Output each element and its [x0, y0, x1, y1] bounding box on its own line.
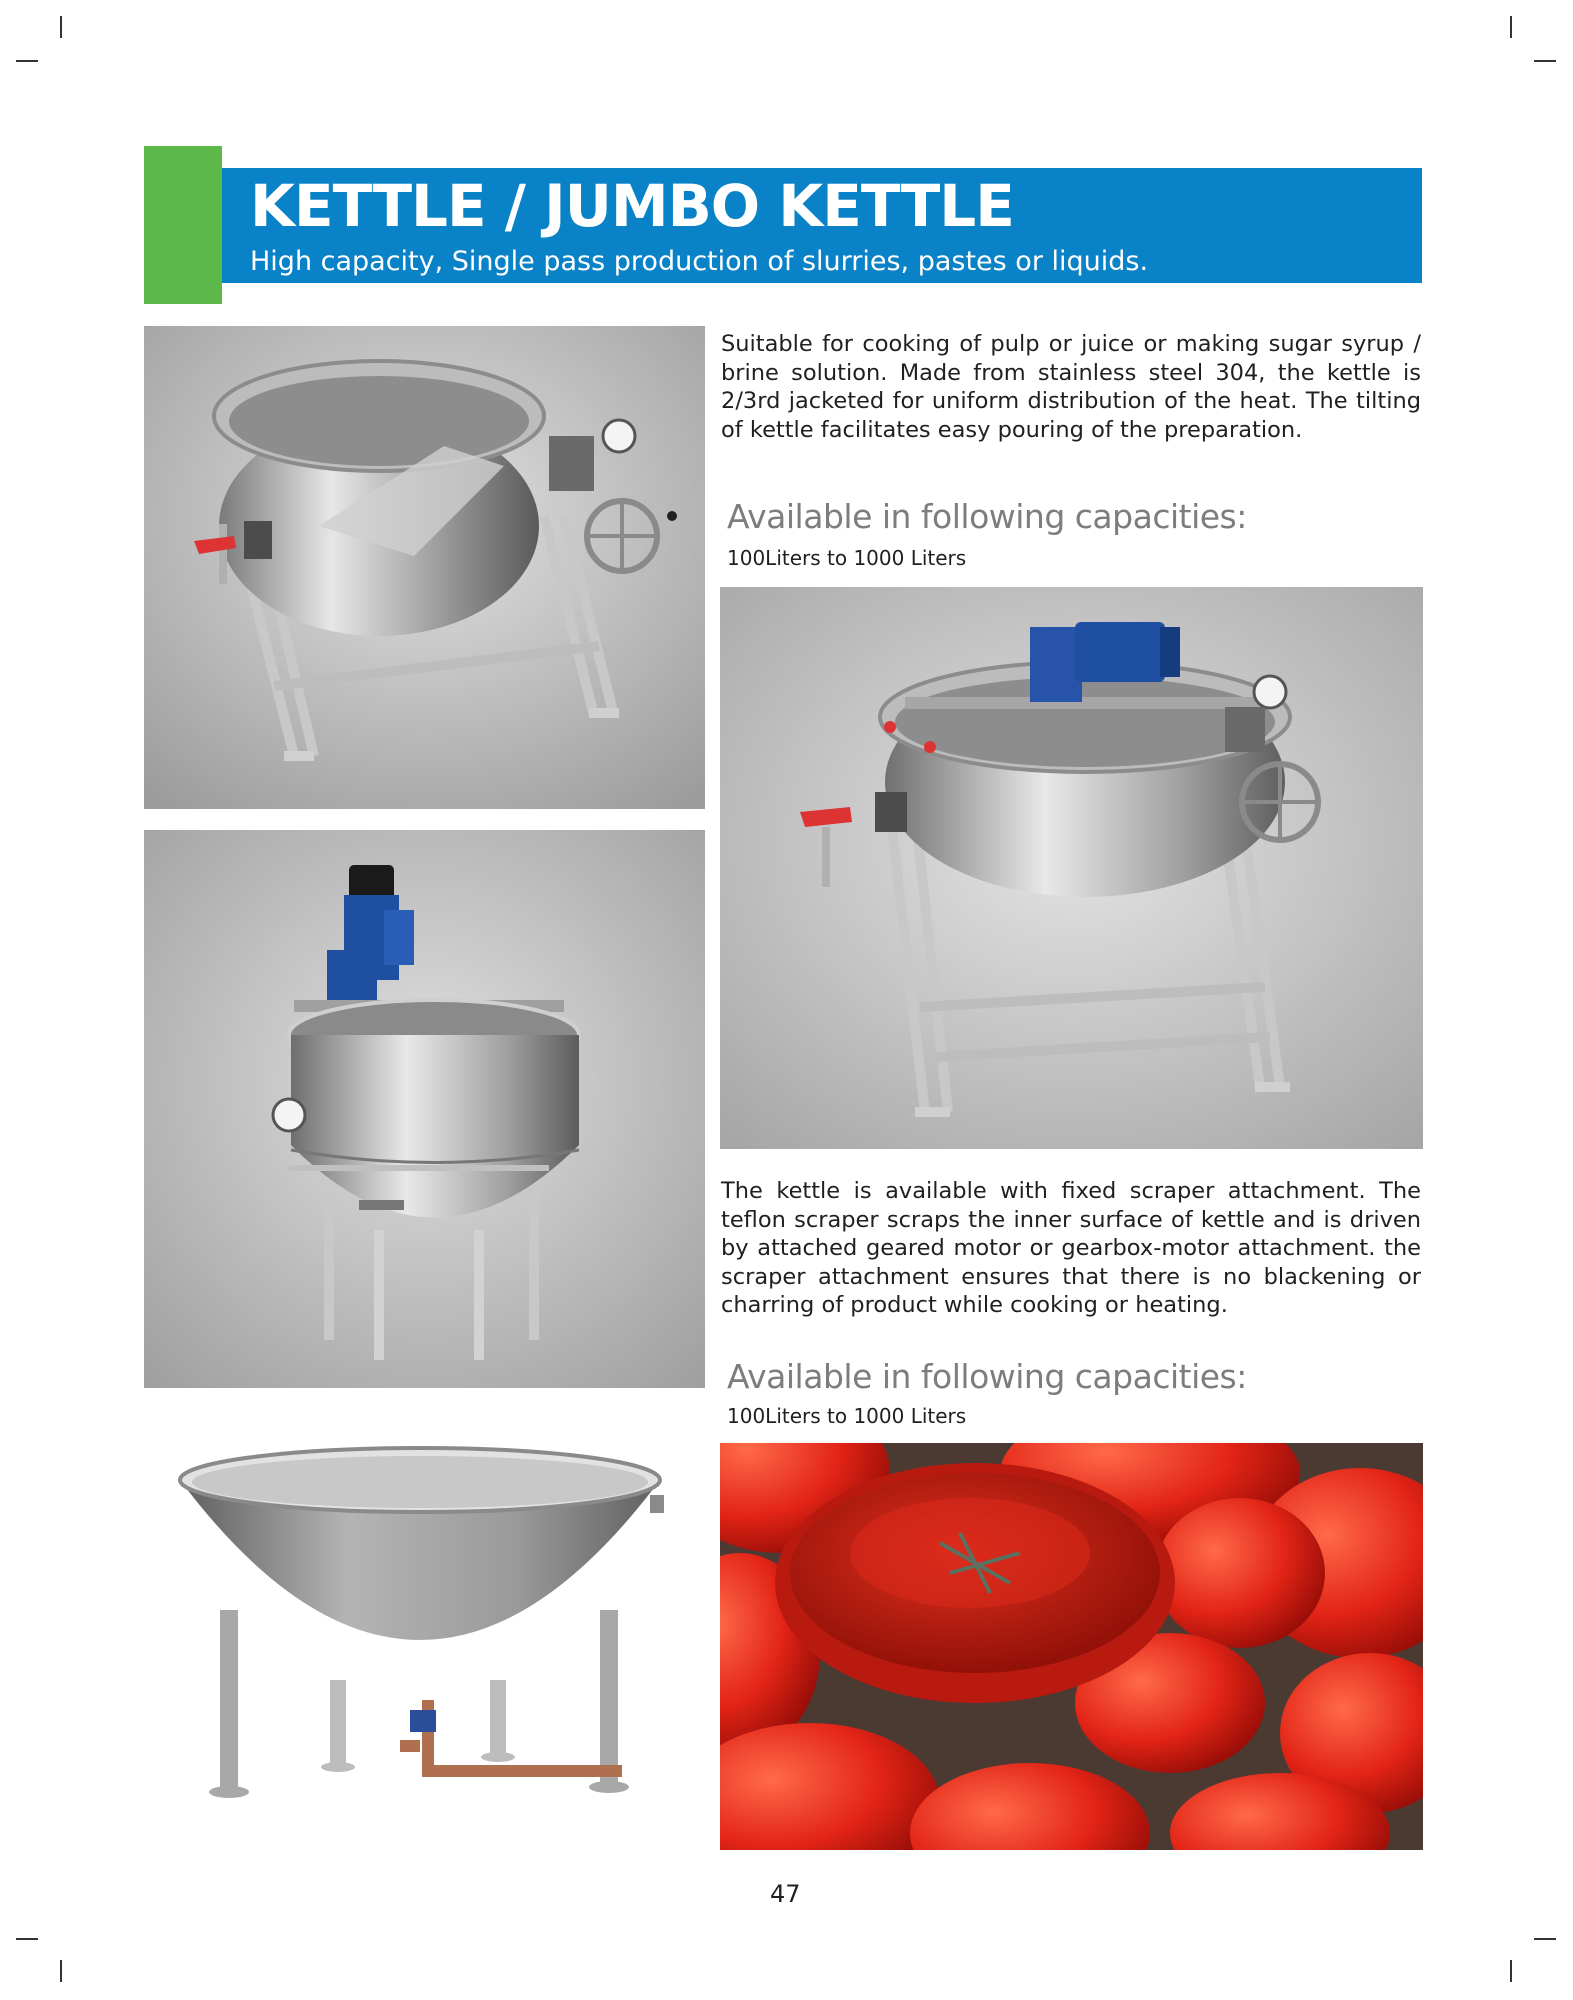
tomato-sauce-photo [720, 1443, 1423, 1850]
crop-mark [16, 60, 38, 62]
crop-mark [1534, 1938, 1556, 1940]
jumbo-kettle-photo [160, 1440, 680, 1820]
capacity-heading: Available in following capacities: [727, 1357, 1247, 1396]
capacity-range: 100Liters to 1000 Liters [727, 1404, 967, 1428]
page-subtitle: High capacity, Single pass production of slurries, pastes or liquids. [250, 246, 1149, 277]
tilting-kettle-description: Suitable for cooking of pulp or juice or making sugar syrup / brine solution. Made from stainless steel 304, the kettle is 2/3rd jacketed for uniform distribution of the heat. The tilting of kettle facilitates easy pouring of the preparation. [721, 331, 1421, 443]
crop-mark [60, 16, 62, 38]
crop-mark [1510, 16, 1512, 38]
tilting-kettle-photo [144, 326, 705, 809]
page-number: 47 [770, 1880, 801, 1908]
crop-mark [1534, 60, 1556, 62]
capacity-heading: Available in following capacities: [727, 497, 1247, 536]
scraper-kettle-photo [144, 830, 705, 1388]
crop-mark [60, 1960, 62, 1982]
scraper-tilting-kettle-photo [720, 587, 1423, 1149]
capacity-range: 100Liters to 1000 Liters [727, 546, 967, 570]
crop-mark [1510, 1960, 1512, 1982]
header-accent-bar [144, 146, 222, 304]
scraper-kettle-description: The kettle is available with fixed scraper attachment. The teflon scraper scraps the inner surface of kettle and is driven by attached geared motor or gearbox-motor attachment. the scraper attachment ensures that there is no blackening or charring of product while cooking or heating. [721, 1178, 1421, 1318]
crop-mark [16, 1938, 38, 1940]
page-title: KETTLE / JUMBO KETTLE [250, 172, 1014, 240]
